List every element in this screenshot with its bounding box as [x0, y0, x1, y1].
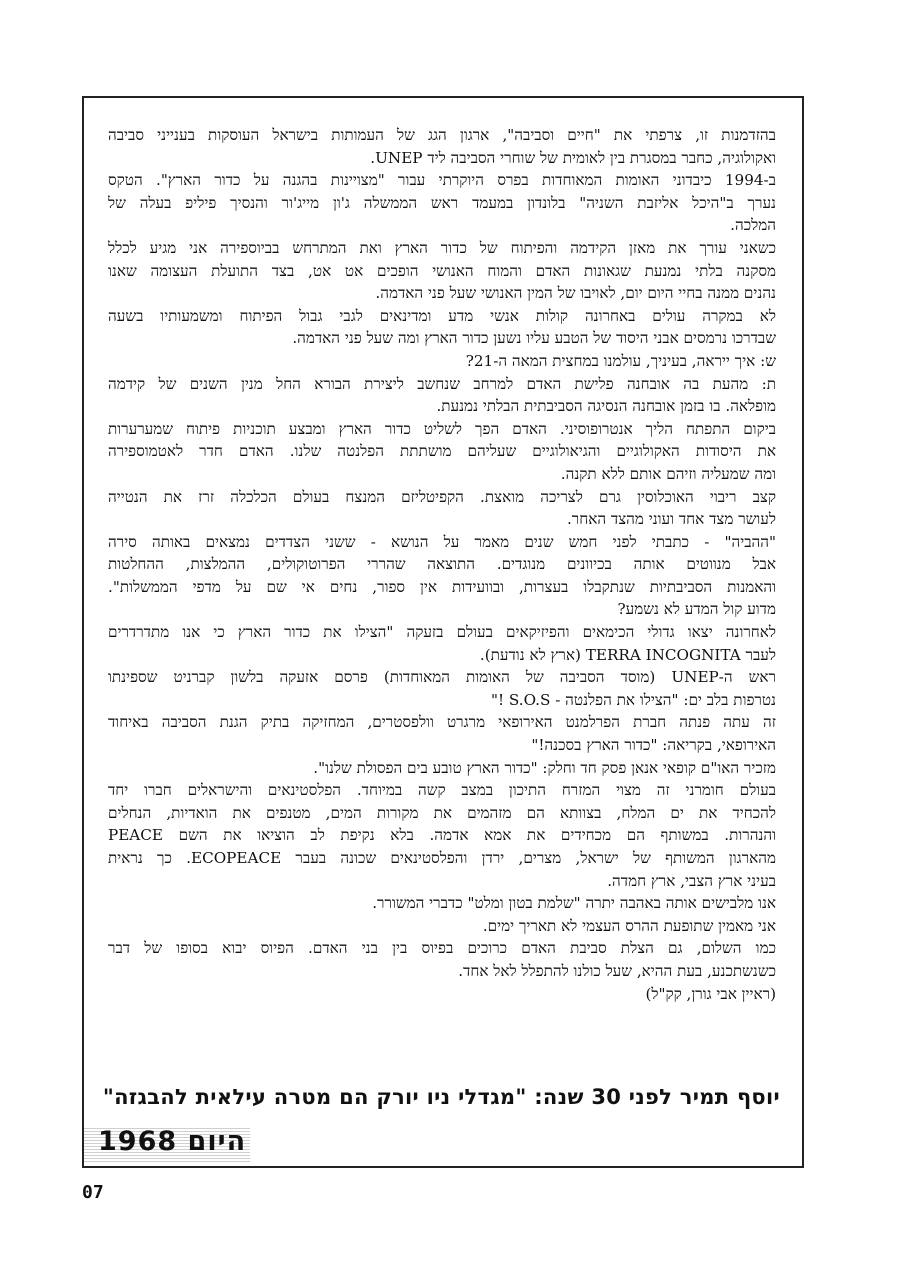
article-line: שבדרכו נרמסים אבני היסוד של הטבע עליו נשען כדור הארץ ומה שעל פני האדמה. [292, 329, 776, 348]
article-line: לעושר מצד אחד ועוני מהצד האחר. [566, 510, 776, 529]
article-line: אני מאמין שתופעת ההרס העצמי לא תאריך ימים. [482, 916, 776, 935]
article-line: ב-1994 כיבדוני האומות המאוחדות בפרס היוקרתי עבור "מצויינות בהגנה על כדור הארץ". הטקס [108, 171, 776, 190]
article-line: כשאני עורך את מאזן הקידמה והפיתוח של כדור הארץ ואת המתרחש בביוספירה אני מגיע לכלל [108, 238, 776, 257]
article-line: ואקולוגיה, כחבר במסגרת בין לאומית של שוחרי הסביבה ליד UNEP. [370, 148, 776, 167]
article-line: מהארגון המשותף של ישראל, מצרים, ירדן והפלסטינאים שכונה בעבר ECOPEACE. כך נראית [108, 849, 776, 867]
article-line: המלכה. [730, 216, 776, 235]
article-line: האירופאי, בקריאה: "כדור הארץ בסכנה!" [531, 736, 776, 755]
article-line: בהזדמנות זו, צרפתי את "חיים וסביבה", ארגון הגג של העמותות בישראל העוסקות בענייני סביבה [108, 126, 776, 144]
article-line: נערך ב"היכל אליזבת השניה" בלונדון במעמד ראש הממשלה ג'ון מייג'ור והנסיך פיליפ בעלה של [108, 193, 776, 212]
article-line: והאמנות הסביבתיות שנתקבלו בעצרות, ובוועידות אין ספור, נחים אי שם על מדפי הממשלות". [108, 577, 776, 596]
article-line: אבל מנווטים אותה בכיוונים מנוגדים. התוצאה שהררי הפרוטוקולים, ההמלצות, ההחלטות [108, 555, 776, 574]
headline: יוסף תמיר לפני 30 שנה: "מגדלי ניו יורק הם מטרה עילאית להבגזה" [102, 1085, 780, 1109]
article-line: מופלאה. בו בזמן אובחנה הנסיגה הסביבתית הבלתי נמנעת. [436, 397, 776, 416]
article-body [108, 124, 776, 1005]
section-label: היום 1968 [98, 1126, 247, 1157]
article-line: לעבר TERRA INCOGNITA (ארץ לא נודעת). [479, 645, 776, 664]
article-line: ת: מהעת בה אובחנה פלישת האדם למרחב שנחשב ליצירת הבורא החל מנין השנים של קידמה [108, 374, 776, 393]
article-line: נהנים ממנה בחיי היום יום, לאויבו של המין האנושי שעל פני האדמה. [375, 284, 776, 303]
article-line: והנהרות. במשותף הם מכחידים את אמא אדמה. בלא נקיפת לב הוציאו את השם PEACE [108, 826, 776, 845]
article-line: ראש ה-UNEP (מוסד הסביבה של האומות המאוחדות) פרסם אזעקה בלשון קברניט שספינתו [108, 668, 776, 687]
article-line: מזכיר האו"ם קופאי אנאן פסק חד וחלק: "כדור הארץ טובע בים הפסולת שלנו". [313, 758, 776, 777]
article-credit: (ראיין אבי גורן, קק"ל) [645, 984, 776, 1003]
article-line: נטרפות בלב ים: "הצילו את הפלנטה - S.O.S !" [490, 690, 776, 709]
article-line: לאחרונה יצאו גדולי הכימאים והפיזיקאים בעולם בזעקה "הצילו את כדור הארץ כי אנו מתדרדרים [108, 623, 776, 642]
article-line: "ההביה" - כתבתי לפני חמש שנים מאמר על הנושא - ששני הצדדים נמצאים באותה סירה [108, 532, 776, 551]
article-line: להכחיד את ים המלח, בצוותא הם מזהמים את מקורות המים, מטנפים את הואדיות, הנחלים [108, 803, 776, 822]
article-line: זה עתה פנתה חברת הפרלמנט האירופאי מרגרט וולפסטרים, המחזיקה בתיק הגנת הסביבה באיחוד [108, 713, 776, 732]
article-line: לא במקרה עולים באחרונה קולות אנשי מדע ומדינאים לגבי גבול הפיתוח ומשמעותיו בשעה [108, 306, 776, 325]
article-line: מסקנה בלתי נמנעת שגאונות האדם והמוח האנושי הופכים אט אט, בצד התועלת העצומה שאנו [108, 261, 776, 280]
article-line: ש: איך ייראה, בעיניך, עולמנו במחצית המאה ה-21? [465, 351, 776, 370]
article-line: ביקום התפתח הליך אנטרופוסיני. האדם הפך לשליט כדור הארץ ומבצע תוכניות פיתוח שמערערות [108, 419, 776, 438]
article-line: אנו מלבישים אותה באהבה יתרה "שלמת בטון ומלט" כדברי המשורר. [372, 894, 776, 913]
article-line: בעולם חומרני זה מצוי המזרח התיכון במצב קשה במיוחד. הפלסטינאים והישראלים חברו יחד [108, 781, 776, 800]
article-line: את היסודות האקולוגיים והגיאולוגיים שעליהם מושתתת הפלנטה שלנו. האדם חדר לאטמוספירה [108, 442, 776, 461]
article-line: קצב ריבוי האוכלוסין גרם לצריכה מואצת. הקפיטליזם המנצח בעולם הכלכלה זרז את הנטייה [108, 487, 776, 506]
page-number: 07 [82, 1182, 104, 1203]
article-line: בעיני ארץ הצבי, ארץ חמדה. [607, 871, 776, 890]
article-line: מדוע קול המדע לא נשמע? [617, 600, 776, 619]
article-line: ומה שמעליה וזיהם אותם ללא תקנה. [560, 464, 776, 483]
article-line: כשנשתכנע, בעת ההיא, שעל כולנו להתפלל לאל אחד. [458, 961, 776, 980]
article-line: כמו השלום, גם הצלת סביבת האדם כרוכים בפיוס בין בני האדם. הפיוס יבוא בסופו של דבר [108, 939, 776, 958]
